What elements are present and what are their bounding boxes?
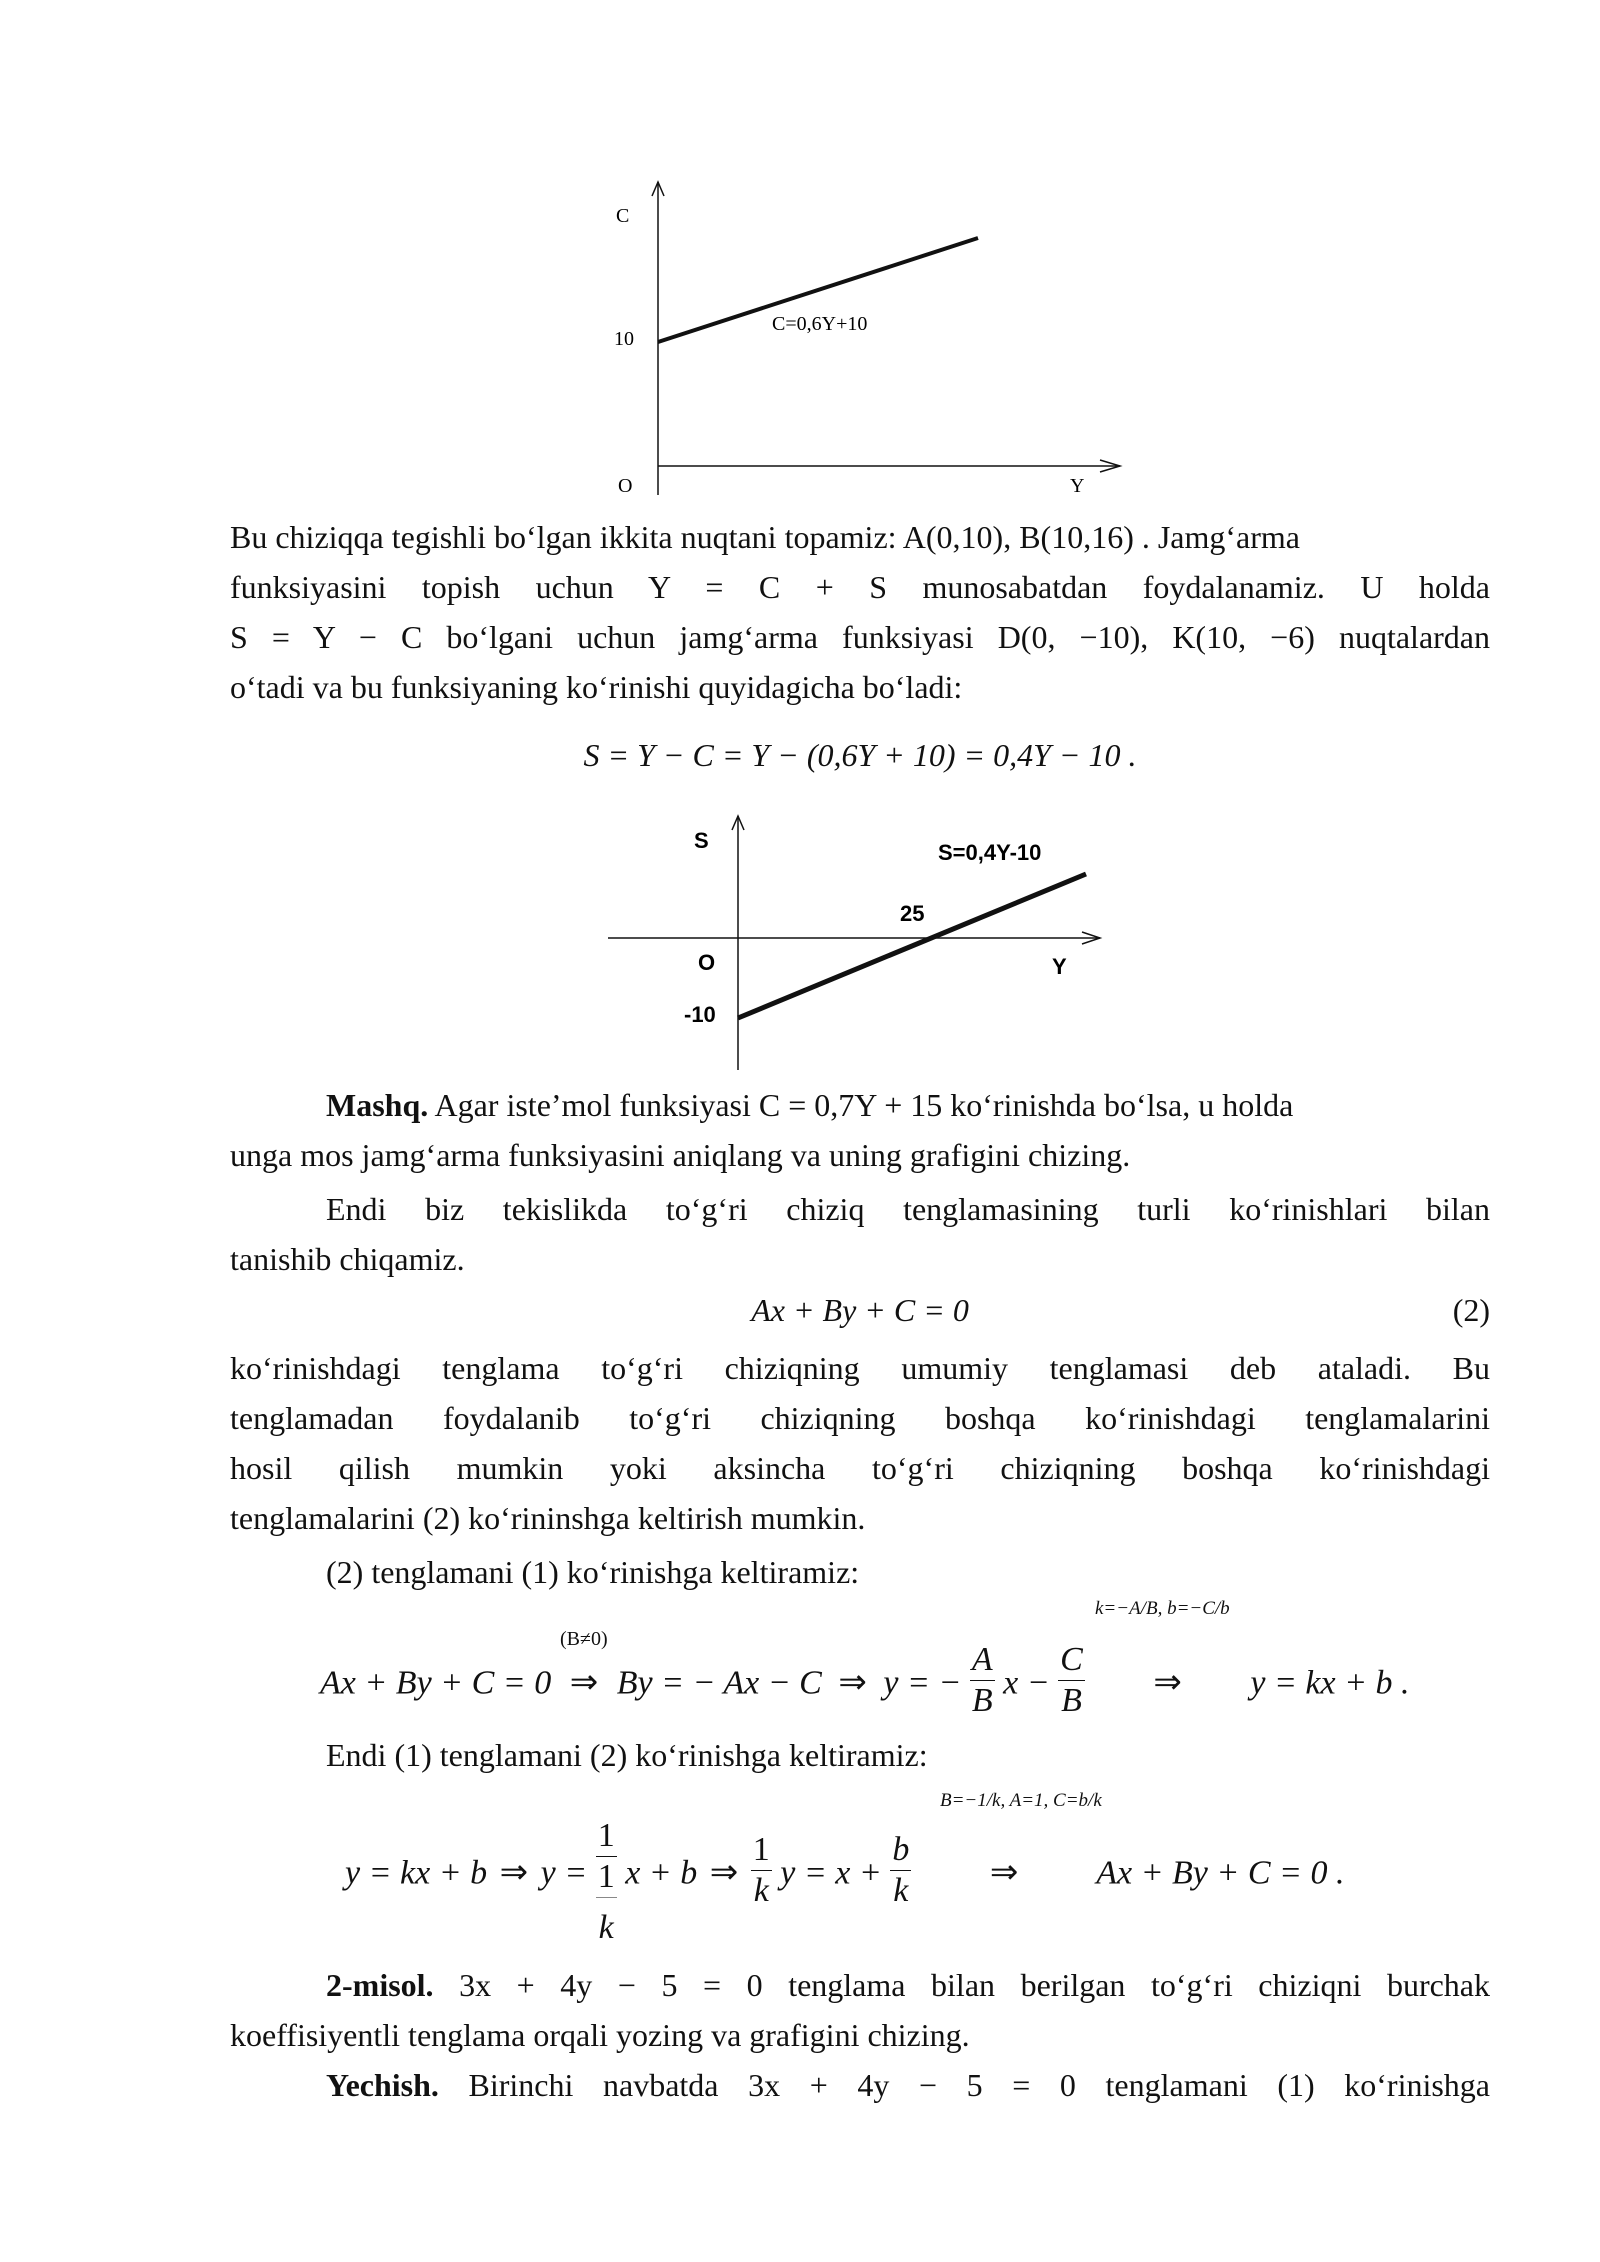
tick-label-10: 10 (614, 328, 634, 350)
paragraph-4: (2) tenglamani (1) ko‘rinishga keltiramiz: (326, 1554, 860, 1590)
paragraph-3 (230, 1343, 1490, 1543)
paragraph-5: Endi (1) tenglamani (2) ko‘rinishga keltiramiz: (326, 1737, 928, 1773)
paragraph-2-line-2: tanishib chiqamiz. (230, 1241, 465, 1277)
paragraph-1-line-4: o‘tadi va bu funksiyaning ko‘rinishi quyidagicha bo‘ladi: (230, 669, 963, 705)
fraction-1-over-1-over-k: 1 1 k (597, 1817, 615, 1946)
implies-arrow: ⇒ (838, 1664, 867, 1702)
derivation-2-row (345, 1817, 1345, 1948)
exercise-heading: Mashq. (326, 1087, 429, 1123)
paragraph-2 (230, 1184, 1490, 1284)
paragraph-2-line-1: Endi biz tekislikda to‘g‘ri chiziq tenglamasining turli ko‘rinishlari bilan (326, 1191, 1490, 1227)
derivation-1-part-2: By = − Ax − C (616, 1664, 822, 1702)
origin-label: O (698, 950, 716, 975)
line-label: C=0,6Y+10 (772, 313, 868, 335)
origin-label: O (618, 475, 633, 497)
paragraph-1-line-2: funksiyasini topish uchun Y = C + S munosabatdan foydalanamiz. U holda (230, 569, 1490, 605)
example-2-paragraph (230, 1960, 1490, 2060)
fraction-c-over-b: $\frac{C}{B}$ (1060, 1641, 1083, 1719)
derivation-2-result: Ax + By + C = 0 . (1096, 1854, 1345, 1892)
exercise-paragraph (230, 1080, 1490, 1180)
paragraph-3-line-2: tenglamadan foydalanib to‘g‘ri chiziqning boshqa ko‘rinishdagi tenglamalarini (230, 1400, 1490, 1436)
paragraph-3-line-4: tenglamalarini (2) ko‘rininshga keltirish mumkin. (230, 1500, 866, 1536)
exercise-text-1: Agar iste’mol funksiyasi C = 0,7Y + 15 ko‘rinishda bo‘lsa, u holda (428, 1087, 1294, 1123)
implies-arrow: ⇒ (709, 1854, 739, 1892)
equation-number: (2) (1452, 1292, 1490, 1328)
implies-arrow: ⇒ (499, 1854, 529, 1892)
paragraph-1-line-1: Bu chiziqqa tegishli bo‘lgan ikkita nuqtani topamiz: A(0,10), B(10,16) . Jamg‘arma (230, 519, 1300, 555)
condition-b-nonzero: (B≠0) (560, 1628, 608, 1650)
paragraph-1 (230, 512, 1490, 712)
derivation-1-result: y = kx + b . (1250, 1664, 1410, 1702)
solution-paragraph (230, 2060, 1490, 2110)
fraction-1-over-k: $\frac{1}{k}$ (752, 1831, 770, 1909)
implies-arrow: ⇒ (989, 1854, 1019, 1892)
example-2-heading: 2-misol. (326, 1967, 434, 2003)
y-axis-label: S (694, 828, 709, 853)
implies-arrow: ⇒ (569, 1664, 599, 1702)
fraction-b-over-k: $\frac{b}{k}$ (892, 1831, 910, 1909)
general-equation: Ax + By + C = 0 (751, 1292, 969, 1328)
paragraph-1-line-3: S = Y − C bo‘lgani uchun jamg‘arma funksiyasi D(0, −10), K(10, −6) nuqtalardan (230, 619, 1490, 655)
derivation-1-part-3: y = − (883, 1664, 962, 1702)
derivation-1-part-1: Ax + By + C = 0 (320, 1664, 552, 1702)
neg-tick-label: -10 (684, 1002, 716, 1027)
implies-arrow: ⇒ (1153, 1664, 1182, 1702)
derivation-2-part-1: y = kx + b (345, 1854, 488, 1892)
y-axis-label: C (616, 205, 630, 227)
derivation-1-minus-x: x − (1003, 1664, 1050, 1702)
derivation-2-part-2: y = (540, 1854, 588, 1892)
derivation-1-row (320, 1641, 1410, 1721)
consumption-function-graph (600, 170, 1160, 510)
exercise-text-2: unga mos jamg‘arma funksiyasini aniqlang va uning grafigini chizing. (230, 1137, 1131, 1173)
x-axis-label: Y (1052, 954, 1067, 979)
derivation-2-part-3: x + b (625, 1854, 698, 1892)
intercept-label: 25 (900, 901, 925, 926)
fraction-a-over-b: $\frac{A}{B}$ (971, 1641, 993, 1719)
solution-text: Birinchi navbatda 3x + 4y − 5 = 0 tenglamani (1) ko‘rinishga (438, 2067, 1490, 2103)
x-axis-label: Y (1070, 475, 1085, 497)
paragraph-3-line-1: ko‘rinishdagi tenglama to‘g‘ri chiziqning umumiy tenglamasi deb ataladi. Bu (230, 1350, 1490, 1386)
savings-line (738, 874, 1086, 1018)
example-2-text-2: koeffisiyentli tenglama orqali yozing va grafigini chizing. (230, 2017, 970, 2053)
line-label: S=0,4Y-10 (938, 840, 1042, 865)
savings-equation: S = Y − C = Y − (0,6Y + 10) = 0,4Y − 10 . (583, 737, 1137, 773)
savings-function-graph (600, 808, 1120, 1078)
paragraph-3-line-3: hosil qilish mumkin yoki aksincha to‘g‘ri chiziqning boshqa ko‘rinishdagi (230, 1450, 1490, 1486)
example-2-text-1: 3x + 4y − 5 = 0 tenglama bilan berilgan to‘g‘ri chiziqni burchak (433, 1967, 1490, 2003)
condition-k-b: k=−A/B, b=−C/b (1095, 1598, 1230, 1619)
derivation-2-part-4: y = x + (780, 1854, 882, 1892)
condition-b-a-c: B=−1/k, A=1, C=b/k (940, 1790, 1102, 1811)
solution-heading: Yechish. (326, 2067, 439, 2103)
